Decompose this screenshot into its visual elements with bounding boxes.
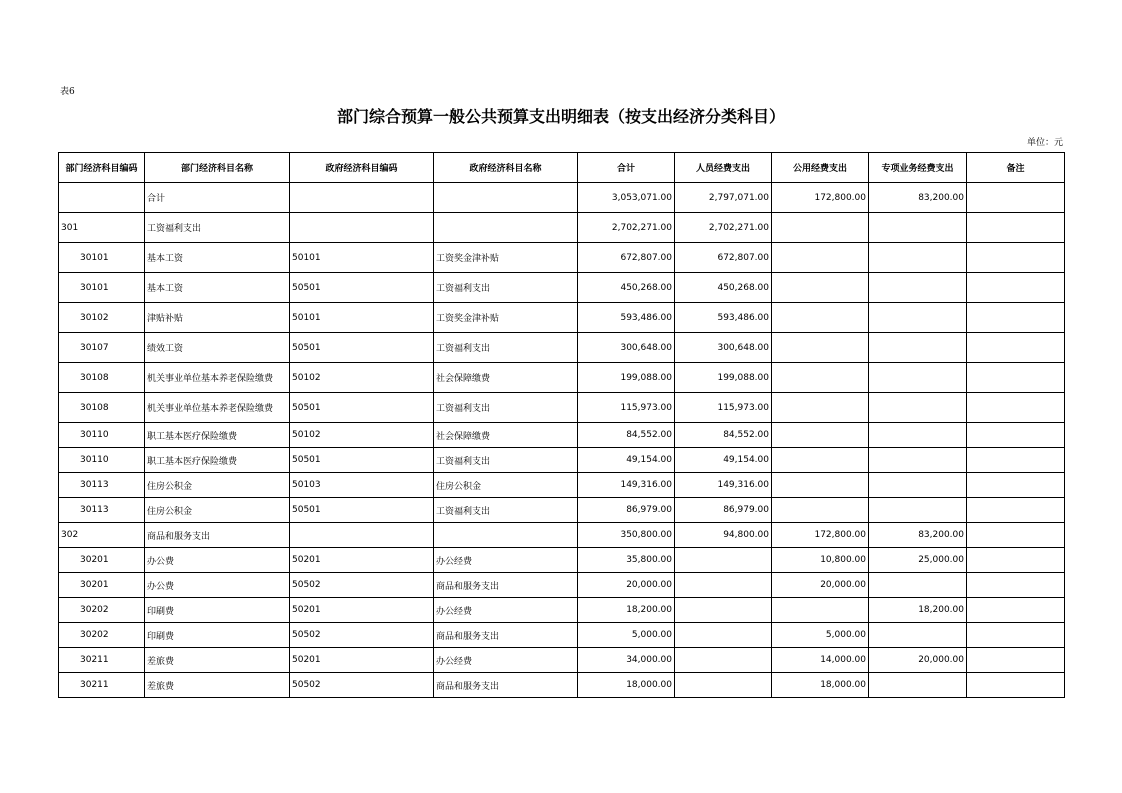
cell-total: 49,154.00	[578, 448, 675, 473]
expenditure-table	[58, 152, 1065, 698]
cell-total: 86,979.00	[578, 498, 675, 523]
cell-dept-code: 30211	[59, 673, 145, 698]
cell-total: 350,800.00	[578, 523, 675, 548]
table-row	[59, 473, 1065, 498]
cell-gov-code	[290, 213, 434, 243]
cell-dept-name: 住房公积金	[145, 498, 290, 523]
cell-note	[967, 393, 1065, 423]
cell-public	[772, 448, 869, 473]
cell-gov-code	[290, 183, 434, 213]
cell-dept-name: 合计	[145, 183, 290, 213]
cell-public: 172,800.00	[772, 183, 869, 213]
column-header-public: 公用经费支出	[772, 153, 869, 183]
cell-total: 2,702,271.00	[578, 213, 675, 243]
column-header-gov-name: 政府经济科目名称	[434, 153, 578, 183]
unit-label: 单位：元	[1026, 138, 1063, 148]
cell-gov-code: 50501	[290, 393, 434, 423]
cell-dept-code: 30108	[59, 393, 145, 423]
table-row	[59, 523, 1065, 548]
cell-personnel: 94,800.00	[675, 523, 772, 548]
table-row	[59, 303, 1065, 333]
table-row	[59, 623, 1065, 648]
cell-dept-code: 30211	[59, 648, 145, 673]
cell-public: 18,000.00	[772, 673, 869, 698]
cell-gov-name: 工资福利支出	[434, 333, 578, 363]
cell-gov-code: 50201	[290, 598, 434, 623]
cell-total: 300,648.00	[578, 333, 675, 363]
cell-dept-code: 30202	[59, 598, 145, 623]
cell-gov-code: 50101	[290, 243, 434, 273]
cell-note	[967, 498, 1065, 523]
cell-gov-name: 社会保障缴费	[434, 363, 578, 393]
column-header-total: 合计	[578, 153, 675, 183]
cell-special	[869, 473, 967, 498]
cell-total: 199,088.00	[578, 363, 675, 393]
cell-special	[869, 333, 967, 363]
cell-gov-code	[290, 523, 434, 548]
cell-total: 20,000.00	[578, 573, 675, 598]
cell-dept-name: 办公费	[145, 573, 290, 598]
cell-note	[967, 303, 1065, 333]
cell-note	[967, 363, 1065, 393]
table-row	[59, 673, 1065, 698]
cell-dept-name: 机关事业单位基本养老保险缴费	[145, 363, 290, 393]
cell-dept-name: 印刷费	[145, 598, 290, 623]
cell-total: 115,973.00	[578, 393, 675, 423]
cell-personnel: 84,552.00	[675, 423, 772, 448]
cell-special	[869, 448, 967, 473]
cell-gov-name	[434, 183, 578, 213]
cell-personnel: 2,797,071.00	[675, 183, 772, 213]
cell-gov-code: 50101	[290, 303, 434, 333]
cell-public	[772, 303, 869, 333]
cell-note	[967, 473, 1065, 498]
cell-personnel: 115,973.00	[675, 393, 772, 423]
cell-public	[772, 473, 869, 498]
cell-gov-name: 社会保障缴费	[434, 423, 578, 448]
cell-special	[869, 673, 967, 698]
cell-gov-name	[434, 523, 578, 548]
cell-gov-code: 50102	[290, 363, 434, 393]
cell-gov-name: 办公经费	[434, 648, 578, 673]
cell-special: 20,000.00	[869, 648, 967, 673]
cell-gov-name: 工资福利支出	[434, 448, 578, 473]
cell-dept-code: 30102	[59, 303, 145, 333]
cell-dept-code: 30107	[59, 333, 145, 363]
cell-dept-name: 津贴补贴	[145, 303, 290, 333]
cell-public	[772, 333, 869, 363]
cell-public	[772, 273, 869, 303]
cell-gov-code: 50502	[290, 673, 434, 698]
cell-note	[967, 648, 1065, 673]
cell-special: 83,200.00	[869, 523, 967, 548]
cell-total: 149,316.00	[578, 473, 675, 498]
cell-gov-name: 商品和服务支出	[434, 573, 578, 598]
cell-personnel: 672,807.00	[675, 243, 772, 273]
cell-dept-name: 工资福利支出	[145, 213, 290, 243]
cell-dept-code: 30202	[59, 623, 145, 648]
cell-public	[772, 393, 869, 423]
cell-note	[967, 548, 1065, 573]
cell-gov-code: 50502	[290, 573, 434, 598]
cell-total: 34,000.00	[578, 648, 675, 673]
cell-special	[869, 423, 967, 448]
cell-dept-name: 职工基本医疗保险缴费	[145, 423, 290, 448]
cell-note	[967, 273, 1065, 303]
cell-dept-code: 301	[59, 213, 145, 243]
table-row	[59, 363, 1065, 393]
cell-dept-code: 30201	[59, 548, 145, 573]
cell-gov-name: 商品和服务支出	[434, 673, 578, 698]
cell-dept-code: 30113	[59, 473, 145, 498]
cell-public	[772, 243, 869, 273]
cell-personnel: 450,268.00	[675, 273, 772, 303]
column-header-note: 备注	[967, 153, 1065, 183]
cell-gov-code: 50501	[290, 333, 434, 363]
cell-special	[869, 573, 967, 598]
cell-total: 450,268.00	[578, 273, 675, 303]
cell-gov-code: 50501	[290, 498, 434, 523]
cell-personnel	[675, 648, 772, 673]
cell-personnel	[675, 598, 772, 623]
cell-special	[869, 243, 967, 273]
cell-dept-name: 印刷费	[145, 623, 290, 648]
cell-dept-name: 办公费	[145, 548, 290, 573]
table-header-row	[59, 153, 1065, 183]
cell-gov-code: 50501	[290, 273, 434, 303]
cell-personnel	[675, 573, 772, 598]
cell-gov-name: 办公经费	[434, 598, 578, 623]
cell-public	[772, 423, 869, 448]
table-row-total	[59, 183, 1065, 213]
cell-dept-name: 差旅费	[145, 648, 290, 673]
cell-gov-code: 50102	[290, 423, 434, 448]
cell-gov-name: 商品和服务支出	[434, 623, 578, 648]
cell-note	[967, 623, 1065, 648]
cell-gov-name: 住房公积金	[434, 473, 578, 498]
table-row	[59, 273, 1065, 303]
cell-gov-name: 工资福利支出	[434, 393, 578, 423]
table-number: 表6	[60, 87, 75, 97]
cell-note	[967, 523, 1065, 548]
cell-personnel: 593,486.00	[675, 303, 772, 333]
column-header-dept-name: 部门经济科目名称	[145, 153, 290, 183]
cell-dept-name: 绩效工资	[145, 333, 290, 363]
table-row	[59, 243, 1065, 273]
cell-gov-name: 工资奖金津补贴	[434, 303, 578, 333]
cell-special	[869, 303, 967, 333]
cell-personnel	[675, 623, 772, 648]
cell-special	[869, 363, 967, 393]
cell-gov-name: 工资奖金津补贴	[434, 243, 578, 273]
cell-total: 35,800.00	[578, 548, 675, 573]
cell-dept-name: 住房公积金	[145, 473, 290, 498]
cell-personnel: 300,648.00	[675, 333, 772, 363]
cell-total: 18,000.00	[578, 673, 675, 698]
column-header-dept-code: 部门经济科目编码	[59, 153, 145, 183]
cell-dept-code: 30101	[59, 243, 145, 273]
cell-gov-name	[434, 213, 578, 243]
cell-public: 14,000.00	[772, 648, 869, 673]
table-row	[59, 213, 1065, 243]
cell-dept-code: 30110	[59, 448, 145, 473]
cell-special	[869, 623, 967, 648]
cell-total: 18,200.00	[578, 598, 675, 623]
table-row	[59, 448, 1065, 473]
column-header-special: 专项业务经费支出	[869, 153, 967, 183]
cell-public	[772, 498, 869, 523]
cell-special	[869, 213, 967, 243]
cell-gov-name: 办公经费	[434, 548, 578, 573]
cell-dept-code	[59, 183, 145, 213]
table-row	[59, 598, 1065, 623]
cell-gov-code: 50501	[290, 448, 434, 473]
cell-special: 25,000.00	[869, 548, 967, 573]
cell-dept-code: 30101	[59, 273, 145, 303]
cell-personnel: 2,702,271.00	[675, 213, 772, 243]
cell-public	[772, 598, 869, 623]
cell-personnel: 49,154.00	[675, 448, 772, 473]
cell-public: 5,000.00	[772, 623, 869, 648]
cell-dept-name: 差旅费	[145, 673, 290, 698]
cell-gov-code: 50201	[290, 648, 434, 673]
cell-public: 10,800.00	[772, 548, 869, 573]
table-row	[59, 498, 1065, 523]
cell-dept-name: 机关事业单位基本养老保险缴费	[145, 393, 290, 423]
cell-gov-name: 工资福利支出	[434, 273, 578, 303]
cell-special	[869, 393, 967, 423]
cell-gov-code: 50502	[290, 623, 434, 648]
cell-note	[967, 243, 1065, 273]
cell-note	[967, 448, 1065, 473]
cell-special	[869, 498, 967, 523]
table-row	[59, 548, 1065, 573]
page-title: 部门综合预算一般公共预算支出明细表（按支出经济分类科目）	[336, 107, 785, 126]
cell-note	[967, 673, 1065, 698]
cell-special: 18,200.00	[869, 598, 967, 623]
cell-public	[772, 363, 869, 393]
cell-dept-code: 30110	[59, 423, 145, 448]
cell-total: 672,807.00	[578, 243, 675, 273]
cell-total: 593,486.00	[578, 303, 675, 333]
cell-public	[772, 213, 869, 243]
cell-public: 20,000.00	[772, 573, 869, 598]
cell-dept-code: 30113	[59, 498, 145, 523]
table-row	[59, 648, 1065, 673]
cell-dept-code: 30201	[59, 573, 145, 598]
cell-note	[967, 573, 1065, 598]
table-row	[59, 333, 1065, 363]
cell-personnel: 199,088.00	[675, 363, 772, 393]
cell-note	[967, 598, 1065, 623]
cell-dept-name: 基本工资	[145, 273, 290, 303]
cell-public: 172,800.00	[772, 523, 869, 548]
cell-dept-name: 商品和服务支出	[145, 523, 290, 548]
cell-gov-code: 50201	[290, 548, 434, 573]
table-row	[59, 393, 1065, 423]
column-header-gov-code: 政府经济科目编码	[290, 153, 434, 183]
cell-note	[967, 333, 1065, 363]
cell-gov-name: 工资福利支出	[434, 498, 578, 523]
cell-dept-code: 30108	[59, 363, 145, 393]
cell-note	[967, 423, 1065, 448]
cell-note	[967, 213, 1065, 243]
cell-total: 3,053,071.00	[578, 183, 675, 213]
cell-gov-code: 50103	[290, 473, 434, 498]
cell-dept-name: 基本工资	[145, 243, 290, 273]
column-header-personnel: 人员经费支出	[675, 153, 772, 183]
cell-note	[967, 183, 1065, 213]
cell-dept-name: 职工基本医疗保险缴费	[145, 448, 290, 473]
cell-special: 83,200.00	[869, 183, 967, 213]
cell-total: 84,552.00	[578, 423, 675, 448]
cell-personnel	[675, 673, 772, 698]
cell-personnel: 86,979.00	[675, 498, 772, 523]
cell-dept-code: 302	[59, 523, 145, 548]
cell-total: 5,000.00	[578, 623, 675, 648]
table-row	[59, 423, 1065, 448]
cell-personnel	[675, 548, 772, 573]
cell-special	[869, 273, 967, 303]
cell-personnel: 149,316.00	[675, 473, 772, 498]
table-row	[59, 573, 1065, 598]
